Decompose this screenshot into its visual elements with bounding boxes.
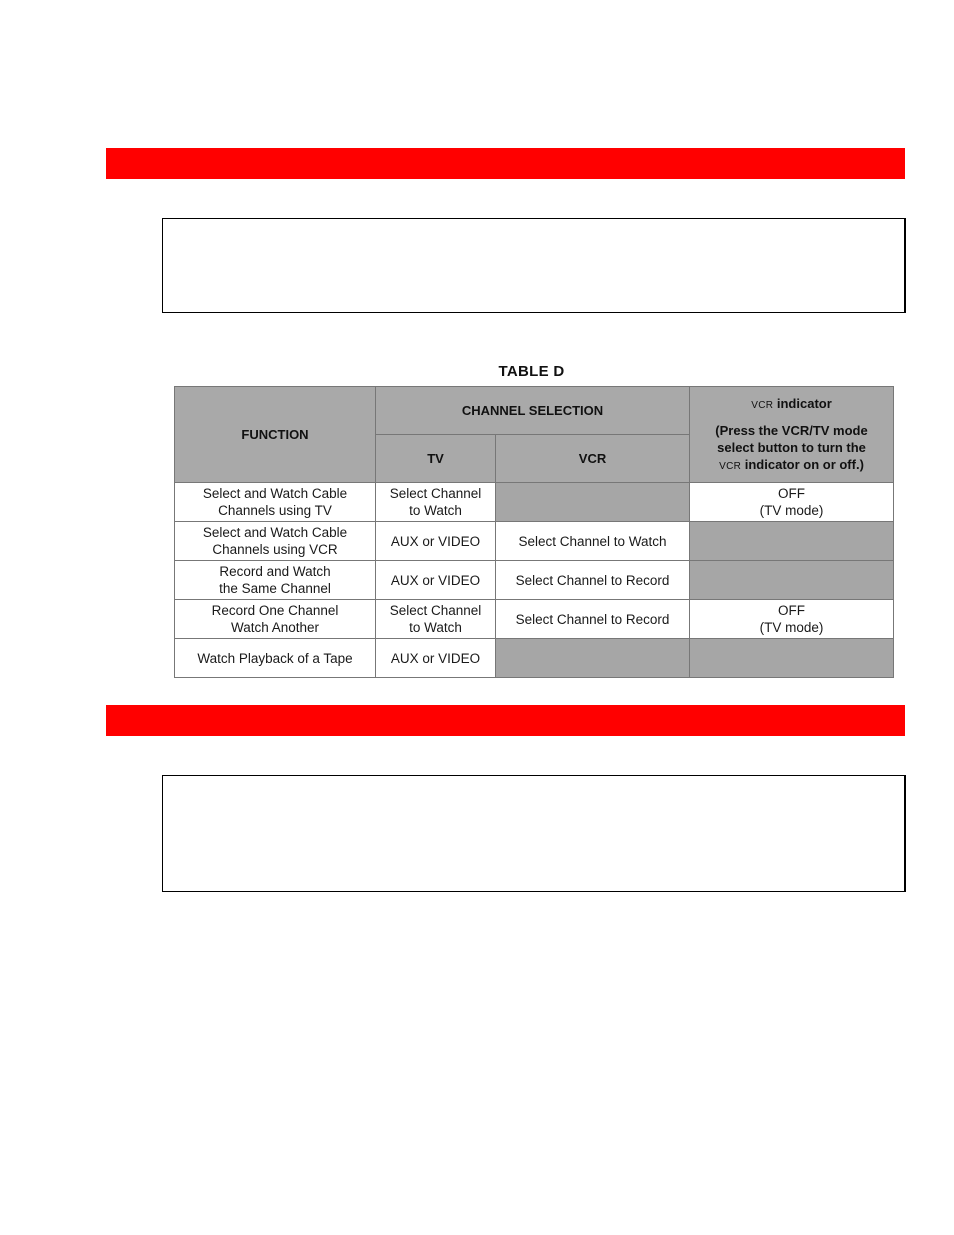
- cell-indicator: [690, 483, 894, 522]
- table-row: [175, 600, 894, 639]
- indicator-note-line-1: (Press the VCR/TV mode: [715, 422, 868, 438]
- cell-function-line-1: Record and Watch: [219, 564, 331, 579]
- cell-indicator-line-2: (TV mode): [759, 620, 824, 635]
- cell-vcr: Select Channel to Record: [496, 561, 690, 600]
- channel-selection-table: [174, 386, 894, 678]
- note-box-1: [162, 218, 906, 313]
- cell-indicator-line-2: (TV mode): [759, 503, 824, 518]
- table-row: [175, 639, 894, 678]
- cell-function: [175, 600, 376, 639]
- cell-tv: AUX or VIDEO: [376, 639, 496, 678]
- cell-function-line-2: the Same Channel: [219, 581, 331, 596]
- cell-tv: [376, 600, 496, 639]
- header-indicator: [690, 387, 894, 483]
- table-row: [175, 561, 894, 600]
- cell-vcr: [496, 483, 690, 522]
- header-vcr: VCR: [496, 435, 690, 483]
- section-header-bar-2: [106, 705, 905, 736]
- indicator-vcr-label: VCR: [751, 399, 774, 411]
- section-header-bar-1: [106, 148, 905, 179]
- cell-indicator: [690, 522, 894, 561]
- cell-indicator: [690, 639, 894, 678]
- cell-tv-line-2: to Watch: [409, 503, 462, 518]
- table-row: [175, 483, 894, 522]
- note-box-2: [162, 775, 906, 892]
- cell-tv-line-2: to Watch: [409, 620, 462, 635]
- indicator-note-line-2: select button to turn the: [717, 439, 866, 455]
- table-title: TABLE D: [498, 363, 565, 380]
- cell-function-line-2: Channels using VCR: [212, 542, 338, 557]
- cell-vcr: Select Channel to Watch: [496, 522, 690, 561]
- cell-function-line-2: Watch Another: [230, 620, 320, 635]
- cell-tv-line-1: Select Channel: [389, 486, 482, 501]
- cell-function-line-1: Select and Watch Cable: [202, 525, 348, 540]
- table-row: [175, 522, 894, 561]
- cell-function-line-1: Select and Watch Cable: [202, 486, 348, 501]
- cell-tv: [376, 483, 496, 522]
- cell-vcr: [496, 639, 690, 678]
- cell-tv: AUX or VIDEO: [376, 522, 496, 561]
- header-tv: TV: [376, 435, 496, 483]
- indicator-note-line-3: indicator on or off.): [744, 456, 864, 472]
- indicator-label: indicator: [776, 395, 832, 411]
- cell-function: [175, 483, 376, 522]
- cell-function-line-1: Record One Channel: [211, 603, 339, 618]
- indicator-note-vcr: VCR: [719, 460, 742, 472]
- cell-vcr: Select Channel to Record: [496, 600, 690, 639]
- cell-indicator: [690, 600, 894, 639]
- cell-function: [175, 522, 376, 561]
- header-channel-selection: CHANNEL SELECTION: [376, 387, 690, 435]
- cell-function: Watch Playback of a Tape: [175, 639, 376, 678]
- header-function: FUNCTION: [175, 387, 376, 483]
- cell-function: [175, 561, 376, 600]
- cell-indicator-line-1: OFF: [778, 486, 806, 501]
- cell-indicator-line-1: OFF: [778, 603, 806, 618]
- cell-function-line-2: Channels using TV: [218, 503, 332, 518]
- cell-indicator: [690, 561, 894, 600]
- cell-tv: AUX or VIDEO: [376, 561, 496, 600]
- cell-tv-line-1: Select Channel: [389, 603, 482, 618]
